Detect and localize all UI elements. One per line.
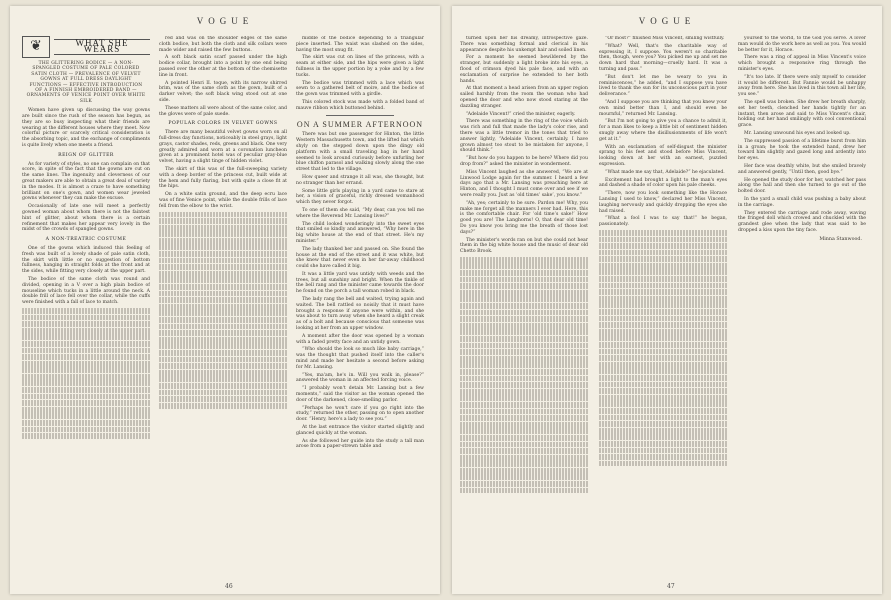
left-column-3 [296, 36, 424, 578]
right-column-2 [599, 36, 727, 578]
story-paragraph: How queer and strange it all was, she thought, but no stranger than her errand. [296, 174, 424, 186]
subhead-velvet-gowns: POPULAR COLORS IN VELVET GOWNS [168, 121, 278, 127]
story-paragraph: The child looked wonderingly into the sweet eyes that smiled so kindly and answered, “Why here in the big white house at the end of that street. He's my minister.” [296, 221, 424, 244]
left-column-2 [159, 36, 287, 578]
subhead-reign-of-glitter: REIGN OF GLITTER [58, 152, 114, 158]
paragraph: As for variety of styles, no one can complain on that score, in spite of the fact that the gowns are cut on the same lines. The ingenuity and cleverness of our great makers are able to obtain a great deal of variety in the modes. It is almost a craze to have something brilliant on one's gown, and women wear jeweled gowns whenever they can make the excuse. [22, 161, 150, 202]
story-paragraph: To one of them she said, “My dear, can you tell me where the Reverend Mr. Lansing lives?” [296, 207, 424, 219]
story-paragraph: “I probably won't detain Mr. Lansing but a few moments,” said the visitor as the woman opened the door of the darkened, close-smelling parlor. [296, 386, 424, 403]
page-number-left: 46 [225, 583, 233, 590]
paragraph: Occasionally of late one will meet a perfectly gowned woman about whom there is not the faintest hint of glitter, about whom there is a certain refinement that makes her appear very lovely in the midst of the crowds of spangled gowns. [22, 204, 150, 233]
story-paragraph: Some little girls playing in a yard came to stare at her, a vision of graceful, richly dressed womanhood which they never forgot. [296, 188, 424, 206]
paragraph: The bodice was trimmed with a lace which was sewn to a gathered belt of moire, and the bodice of the gown was trimmed with a girdle. [296, 80, 424, 98]
story-paragraph: It was a little yard was untidy with weeds and the trees, but all sunshiny and bright. When the tinkle of the bell rang and the minister came towards the door he found on the porch a tall woman robed in black. [296, 271, 424, 295]
section-heading [22, 36, 150, 58]
paragraph: middle of the bodice depending to a triangular piece inserted. The waist was slashed on the sides, having the most snug fit. [296, 36, 424, 53]
subhead-costume: A NON-TREATRIC COSTUME [45, 237, 127, 243]
divider [326, 115, 394, 116]
section-title: WHAT SHE WEARS [54, 39, 150, 55]
story-paragraph: “But don't let me be weary to you in reminiscences,” he added, “and I suppose you have lived to thank the sun for its unconscious part in your deliverance.” [599, 74, 727, 98]
right-page [452, 6, 882, 594]
story-paragraph: “Who should the look so much like baby carriage,” was the thought that pushed itself into the caller's mind and made her hesitate a second before asking for Mr. Lansing. [296, 347, 424, 370]
paragraph: The bodice of the same cloth was round and divided, opening in a V over a high plain bodice of mouseline which tucks in a little around the neck. A double frill of lace fell over the collar, while the cuffs were finished with a fall of lace to match. [22, 276, 150, 306]
story-paragraph: “What? Well, that's the charitable way of expressing it, I suppose. You weren't so charitable then, though, were you? You picked me up and set me down hard that morning—cruelly hard. It was a turning and pass.” [599, 43, 727, 72]
story-paragraph: They entered the carriage and rode away, waving the fringed doll which crowed and chuckled with the grandest glee when the lady that was said to be dropped a kiss upon the tiny face. [738, 210, 866, 233]
paragraph: These matters all were about of the same color, and the gloves were of pale suede. [159, 105, 287, 117]
story-paragraph: As she followed her guide into the study a tall man arose from a paper-strewn table and [296, 438, 424, 450]
page-number-right: 47 [667, 583, 675, 590]
story-paragraph: turned upon her his dreamy, introspective gaze. There was something formal and clerical in his appearance despite his unkempt hair and soiled linen. [460, 36, 588, 53]
right-column-3 [738, 36, 866, 578]
story-paragraph: There was but one passenger for Hinton, the little Western Massachusetts town, and the lifted hat which shyly on the stepped down upon the dingy old platform with a small traveling bag in her hand seemed to look around curiously before unfurling her blue chiffon parasol and walking slowly along the one street that led to the village. [296, 132, 424, 173]
paragraph: On a white satin ground, and the deep ecru lace was of fine Venice point, while the double frills of lace fell from the elbow to the wrist. [159, 192, 287, 209]
story-paragraph: “What a fool I was to say that!” he began, passionately. [599, 216, 727, 228]
story-paragraph: Mr. Lansing unwound his eyes and looked up. [744, 130, 851, 136]
masthead-left: VOGUE [196, 16, 254, 26]
story-paragraph: The spell was broken. She drew her breath sharply, set her teeth, clenched her hands tightly for an instant, then arose and said to Miss Vincent's chair, holding out her hand smilingly with cool conventional grace. [738, 99, 866, 129]
story-paragraph: Her face was deathly white, but she smiled bravely and answered gently, “Until then, good bye.” [738, 163, 866, 175]
story-paragraph: At the last entrance the visitor started slightly and glanced quickly at the woman. [296, 425, 424, 436]
story-paragraph: With an exclamation of self-disgust the minister sprang to his feet and stood before Miss Vincent, looking down at her with an earnest, puzzled expression. [599, 144, 727, 167]
paragraph: red and was on the shoulder edges of the same cloth bodice, but both the cloth and silk collars were made wider and raised the few buttons. [159, 36, 287, 53]
text-continuation [599, 230, 727, 467]
story-paragraph: The minister's words ran on but she could not hear them in the big white house and the music of dear old Chetto Brook. [460, 237, 588, 255]
story-paragraph: The lady thanked her and passed on. She found the house at the end of the street and it was white, but she knew that never even in her far-away childhood could she have called it big. [296, 246, 424, 270]
masthead-right: VOGUE [638, 16, 696, 26]
story-paragraph: The suppressed passion of a lifetime burst from him in a groan; he took the extended hand, drew her toward him slightly and gazed long and ardently into her eyes. [738, 138, 866, 162]
ornament-icon: ❦ [22, 36, 50, 58]
story-paragraph: “Perhaps he won't care if you go right into the study,” returned the other, passing on to open another door. “Henry, here's a lady to see you.” [296, 405, 424, 423]
story-paragraph: There was a ring of appeal in Miss Vincent's voice which brought a responsive ring through the minister's eyes. [738, 55, 866, 72]
story-paragraph: “But how do you happen to be here? Where did you drop from?” asked the minister in wonderment. [460, 156, 588, 167]
story-paragraph: Miss Vincent laughed as she answered, “We are at Linwood Lodge again for the summer. I heard a few days ago that a Mr. Lansing was preaching here at Hinton, and I thought I must come over and see if we were really you. Just as ‘old times’ sake’, you know.” [460, 169, 588, 198]
story-paragraph: yourself to the world, to the God you serve. A lover man would do the work here as well as you. You would be better for it, Horace. [738, 36, 866, 53]
story-paragraph: He opened the study door for her, watched her pass along the hall and then she turned to go out of the bolted door. [738, 177, 866, 195]
author-signature: Minna Stanwood. [819, 236, 862, 242]
story-paragraph: Excitement had brought a light to the man's eyes and dashed a shade of color upon his pale cheeks. [599, 177, 727, 189]
story-paragraph: “And I suppose you are thinking that you knew your own mind better than I, and should even be mournful,” returned Mr. Lansing. [599, 99, 727, 117]
paragraph: One of the gowns which induced this feeling of fresh was built of a lovely shade of pale satin cloth, the skirt with little or no suggestion of bottom fullness, hanging in straight folds at the front and at the sides, while fitting very closely at the upper part. [22, 245, 150, 275]
paragraph: The skirt of this was of the full-sweeping variety with a deep border of the princess cut, built wide at the hem and fully flaring, but with quite a close fit at the hips. [159, 166, 287, 190]
story-paragraph: “Adelaide Vincent!” cried the minister, eagerly. [466, 111, 576, 117]
text-continuation [22, 308, 150, 439]
story-paragraph: “Or most?” finished Miss Vincent, smiling wistfully. [605, 36, 725, 41]
paragraph: A soft black satin scarf passed under the high bodice collar, brought into a point by one end being passed over the other at the bottom of the chemisette line in front. [159, 55, 287, 78]
left-column-1 [22, 36, 150, 578]
story-paragraph: “Ah, yes; certainly to be sure. Pardon me! Why, you make me forget all the manners I ever had. Here, this is the comfortable chair. For ‘old time’s sake!’ How good you are! The Langhorns! O, that dear old time! Do you know you bring me the breath of those lost days?” [460, 200, 588, 235]
intro-paragraph: Women have given up discussing the way gowns are built since the rush of the season has begun, as they are so busy inspecting what their friends are wearing at the different houses where they meet. Now colorful picture or scarcely critical consideration is the absorbing topic, and the exchange of compliments is quite lively when one meets a friend. [22, 108, 150, 149]
story-paragraph: At that moment a head arisen from an upper region sailed harshly from the room the woman who had opened the door and who now stood staring at the dazzling stranger. [460, 86, 588, 109]
story-paragraph: For a moment he seemed bewildered by the stranger, but suddenly a light broke into his eyes, a flood of crimson dyed his pale face, and with an exclamation of surprise he extended to her both hands. [460, 55, 588, 84]
text-continuation [460, 257, 588, 494]
paragraph: The skirt was cut on lines of the princess, with a seam at either side, and the hips were given a light fullness in the upper portion by a yoke and by a few tucks. [296, 55, 424, 78]
story-paragraph: There was something in the ring of the voice which was rich and full that made the lady's color rise, and there was a little tremor in the tones that tried to answer lightly, “Adelaide Vincent, certainly. I have grown almost too stout to be mistaken for anyone, I should think.” [460, 119, 588, 154]
article-title: ON A SUMMER AFTERNOON [296, 119, 424, 129]
story-paragraph: “It's too late. If there were only myself to consider it would be different. But Fannie would be unhappy away from here. She has lived in this town all her life, you see.” [738, 74, 866, 98]
paragraph: There are many beautiful velvet gowns worn on all full-dress day functions, noticeably in steel grays, light grays, castor shades, reds, greens and black. One very greatly admired and worn at a coronation luncheon given at a prominent hotel was of peculiar gray-blue velvet, having a slight tinge of hidden violet. [159, 130, 287, 165]
right-column-1 [460, 36, 588, 578]
section-deck: THE GLITTERING BODICE — A NON-SPANGLED COSTUME OF PALE COLORED SATIN CLOTH — PREVALENCE OF VELVET GOWNS AT FULL DRESS DAYLIGHT FUNCTIONS — EFFECTIVE INTRODUCTION OF A FINNISH EMBROIDERED BAND — ORNAMENTS OF VENICE POINT OVER WHITE SILK [26, 61, 146, 104]
paragraph: A pointed Henri II. toque, with its narrow shirred brim, was of the same cloth as the gown, built of a darker velvet; the soft black wing stood out at one side. [159, 80, 287, 103]
story-paragraph: “Yes, ma'am, he's in. Will you walk in, please?” answered the woman in an affected forcing voice. [296, 372, 424, 384]
story-paragraph: “There, now you look something like the Horace Lansing I used to know,” declared her Miss Vincent, laughing nervously and quickly dropping the eyes she had raised. [599, 191, 727, 214]
story-paragraph: “But I'm not going to give you a chance to admit it, for a man likes to keep a little bit of sentiment hidden snugly away where the disillusionments of life won't get at it.” [599, 119, 727, 142]
story-paragraph: “What made me say that, Adelaide?” he ejaculated. [605, 169, 725, 175]
story-paragraph: The lady rang the bell and waited, trying again and waited. The bell rattled so noisily that it must have brought a response if anyone were within, and she was about to turn away when she heard a slight creak as of a bolt and because conscious that someone was looking at her from an upper window. [296, 297, 424, 332]
story-paragraph: In the yard a small child was pushing a baby about in the carriage. [738, 196, 866, 208]
paragraph: This colored stock was made with a folded band of mauve ribbon which buttoned behind. [296, 99, 424, 111]
left-page [10, 6, 440, 594]
text-continuation [159, 212, 287, 409]
story-paragraph: A moment after the door was opened by a woman with a faded pretty face and an untidy gown. [296, 333, 424, 345]
